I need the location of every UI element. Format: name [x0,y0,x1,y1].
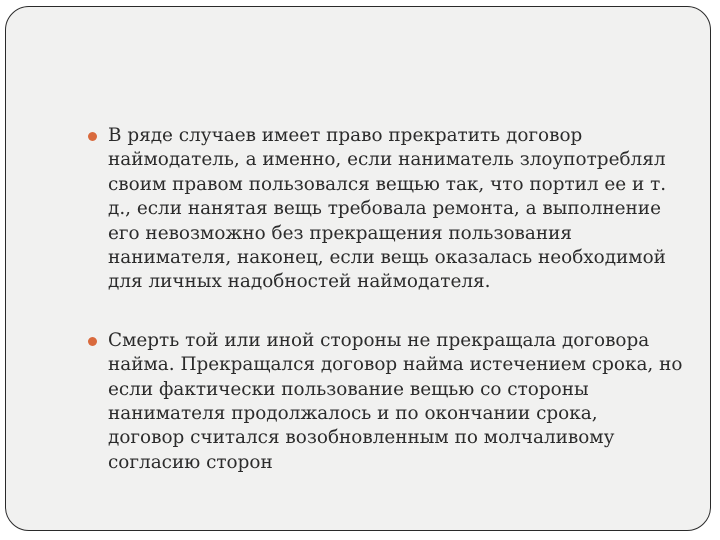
bullet-text-line: своим правом пользовался вещью так, что портил ее и т. [108,173,667,195]
bullet-text-line: наймодатель, а именно, если наниматель злоупотреблял [108,149,666,171]
bullet-text-line: договор считался возобновленным по молчаливому [108,427,615,449]
bullet-item [88,124,688,295]
bullet-list [88,124,688,475]
bullet-text-line: нанимателя продолжалось и по окончании срока, [108,403,598,425]
bullet-text-line: согласию сторон [108,451,273,473]
bullet-text-line: если фактически пользование вещью со стороны [108,378,589,400]
bullet-text-line: д., если нанятая вещь требовала ремонта, а выполнение [108,198,661,220]
bullet-text-line: его невозможно без прекращения пользования [108,222,572,244]
bullet-item [88,329,688,475]
bullet-text-line: найма. Прекращался договор найма истечением срока, но [108,354,683,376]
bullet-dot-icon [88,132,97,141]
slide-frame [5,6,711,531]
bullet-text-line: для личных надобностей наймодателя. [108,271,491,293]
bullet-dot-icon [88,337,97,346]
bullet-text-line: нанимателя, наконец, если вещь оказалась необходимой [108,247,666,269]
bullet-text-line: Смерть той или иной стороны не прекращала договора [108,329,650,351]
bullet-text-line: В ряде случаев имеет право прекратить договор [108,125,583,146]
